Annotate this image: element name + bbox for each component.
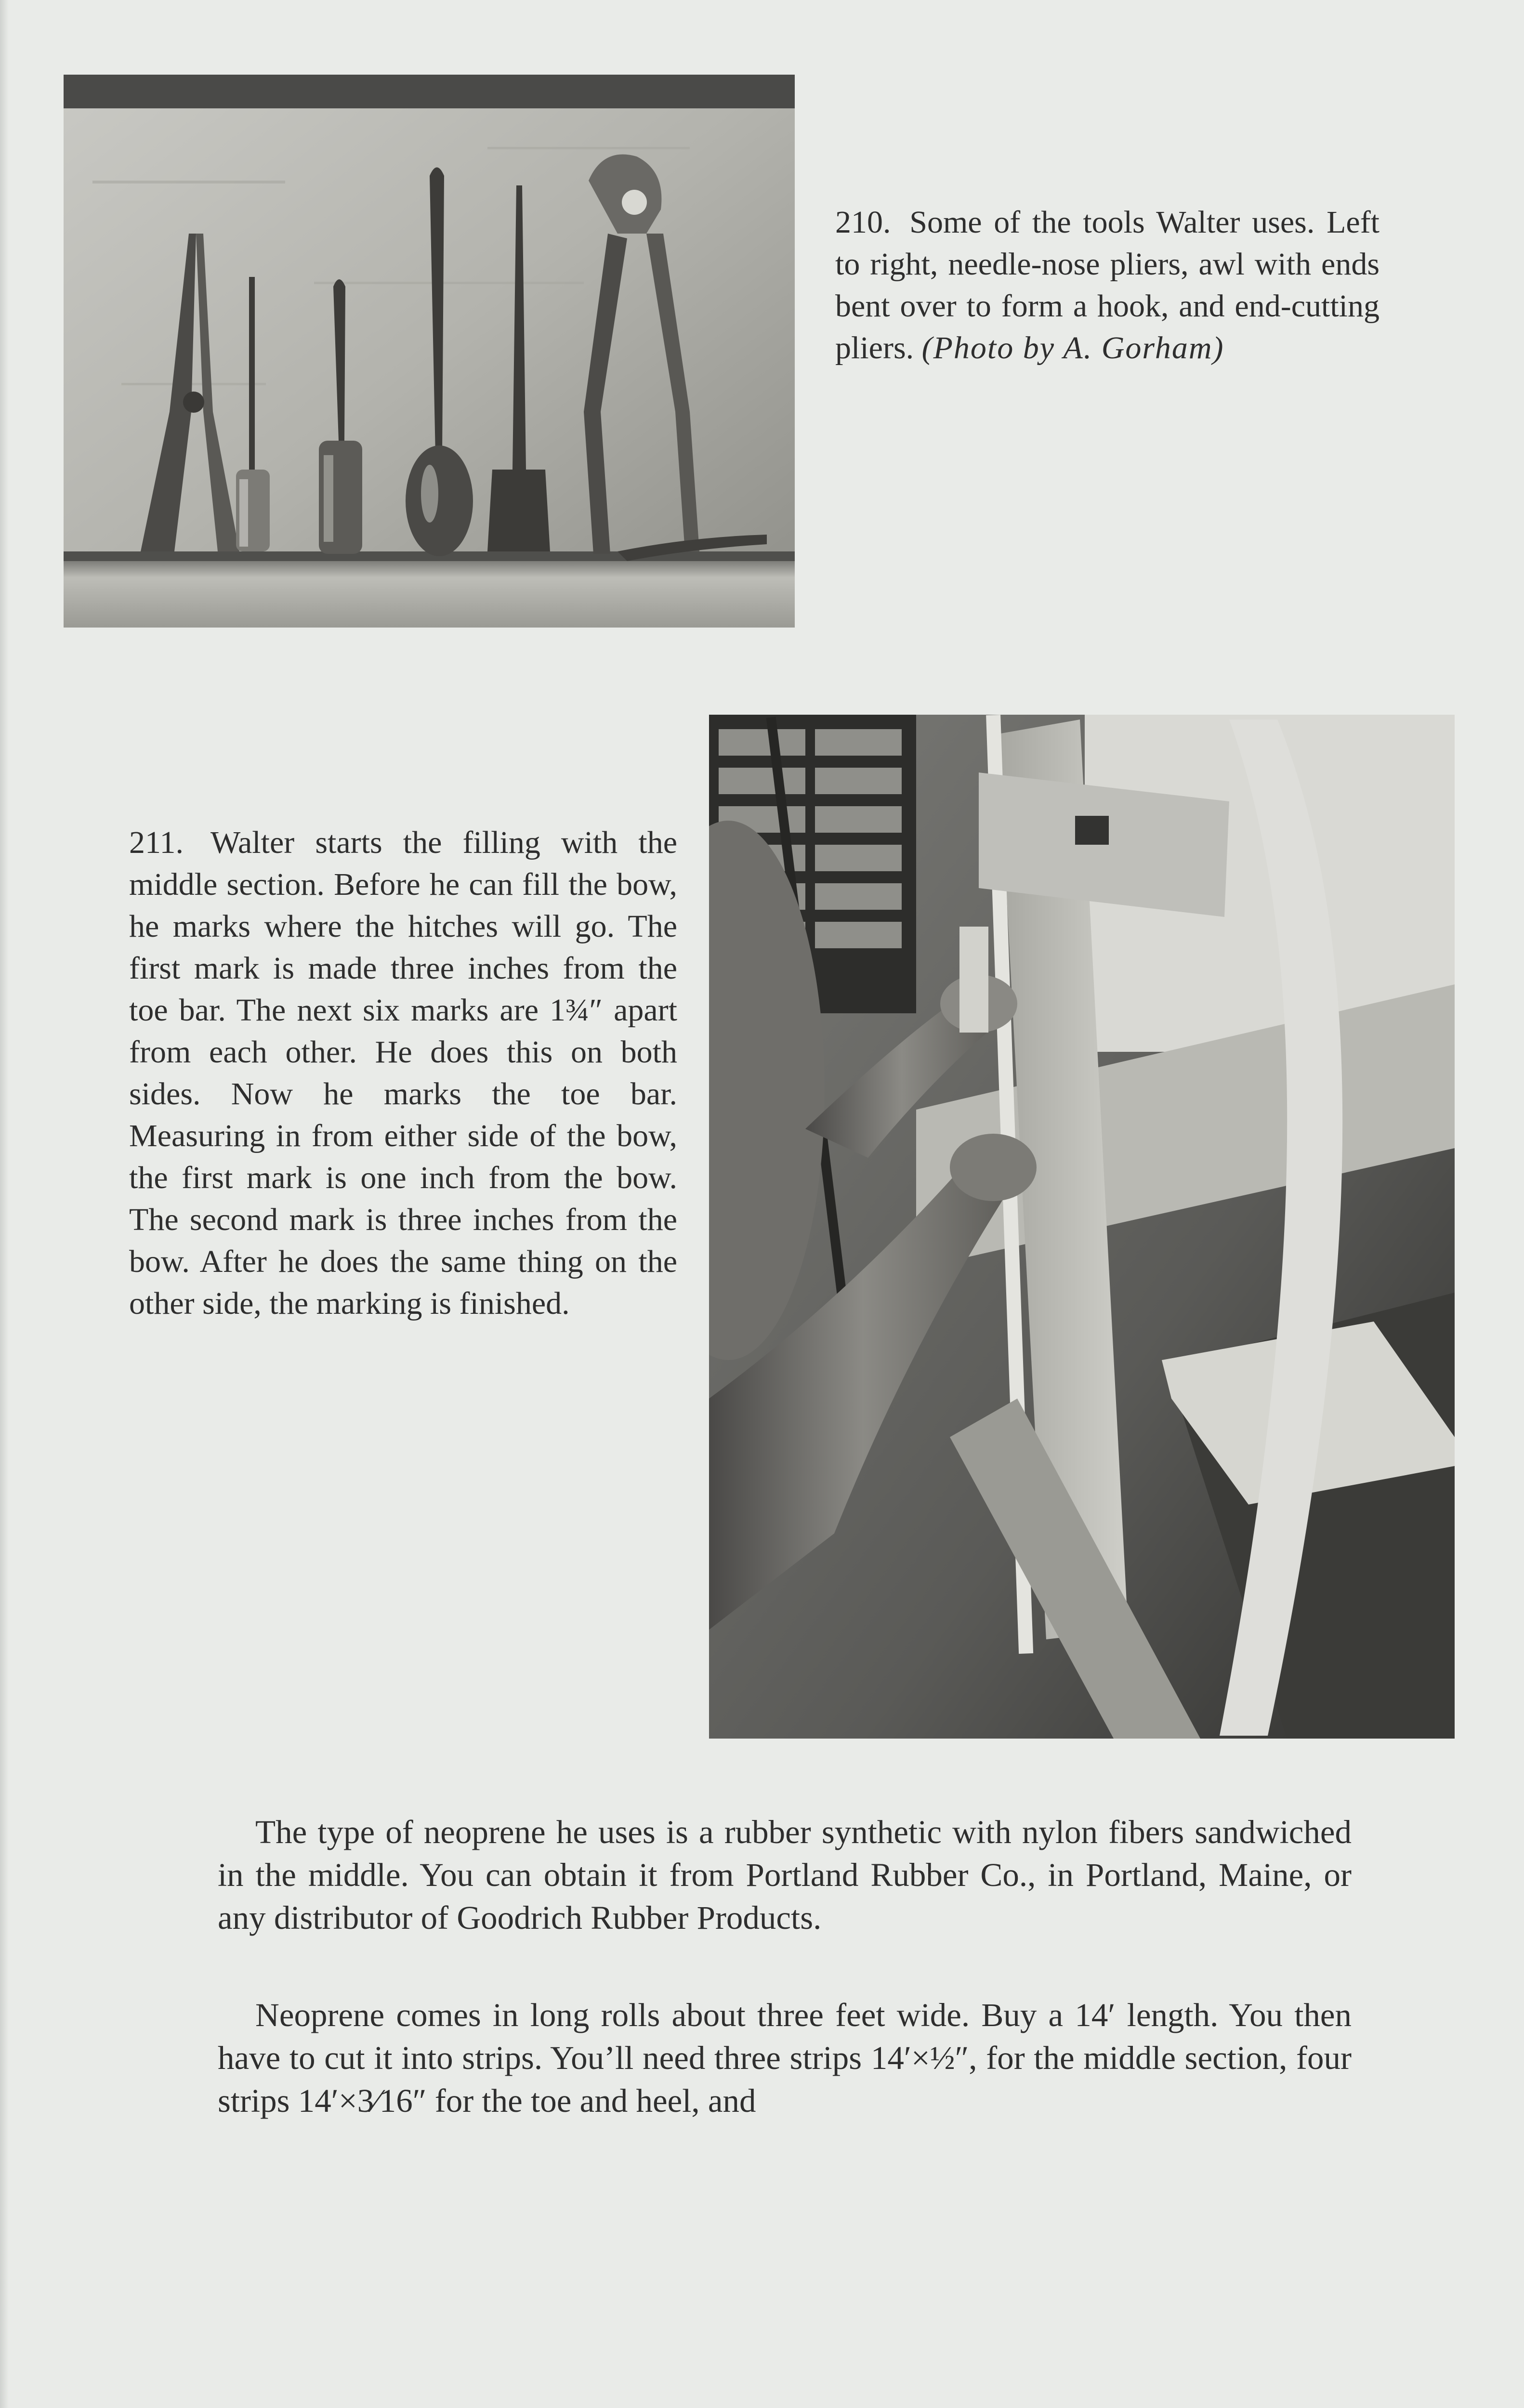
figure-211-caption	[129, 822, 677, 1324]
tools-photo	[64, 75, 795, 628]
figure-210-caption	[835, 201, 1379, 369]
body-paragraph-1	[218, 1811, 1352, 1939]
body-paragraph-2	[218, 1994, 1352, 2122]
page-edge	[0, 0, 9, 2408]
figure-210-photo-credit: (Photo by A. Gorham)	[921, 330, 1224, 366]
figure-211-caption-text: Walter starts the filling with the middle section. Before he can fill the bow, he marks where the hitches will go. The first mark is made three inches from the toe bar. The next six marks are 1¾″ apart from each other. He does this on both sides. Now he marks the toe bar. Measuring in from either side of the bow, the first mark is one inch from the bow. The second mark is three inches from the bow. After he does the same thing on the other side, the marking is finished.	[129, 825, 677, 1321]
body-paragraph-2-text: Neoprene comes in long rolls about three feet wide. Buy a 14′ length. You then have to cut it into strips. You’ll need three strips 14′×½″, for the middle section, four strips 14′×3⁄16″ for the toe and heel, and	[218, 1997, 1352, 2119]
body-paragraph-1-text: The type of neoprene he uses is a rubber synthetic with nylon fibers sandwiched in the middle. You can obtain it from Portland Rubber Co., in Portland, Maine, or any distributor of Goodrich Rubber Products.	[218, 1814, 1352, 1936]
figure-210-caption-text: Some of the tools Walter uses. Left to right, needle-nose pliers, awl with ends bent over to form a hook, and end-cutting pliers.	[835, 205, 1380, 366]
marking-bow-photo	[709, 715, 1455, 1739]
marking-bow-photo-image	[709, 715, 1455, 1739]
figure-211-number: 211.	[129, 825, 184, 860]
tools-photo-image	[64, 75, 795, 628]
figure-210-number: 210.	[835, 205, 891, 240]
